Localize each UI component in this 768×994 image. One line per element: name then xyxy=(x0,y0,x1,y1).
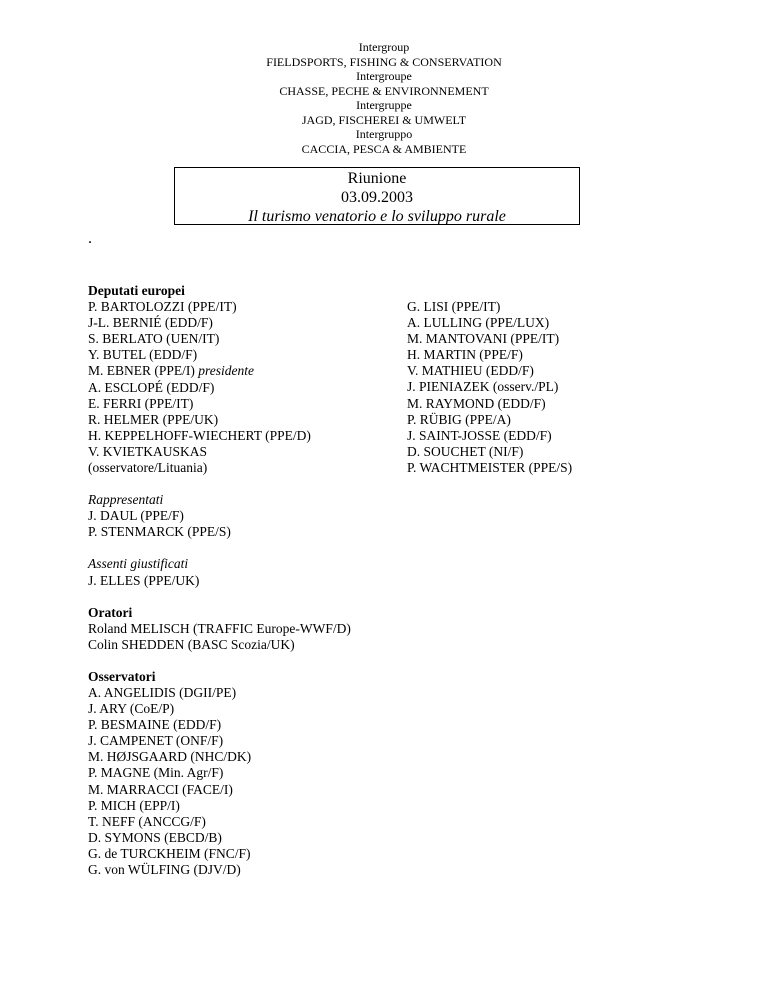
meeting-title: Riunione xyxy=(347,170,407,187)
header-line: Intergruppe xyxy=(356,98,412,112)
list-item: J. DAUL (PPE/F) xyxy=(88,508,184,524)
list-item: M. RAYMOND (EDD/F) xyxy=(407,395,546,411)
list-item: J. CAMPENET (ONF/F) xyxy=(88,733,224,749)
list-item: Colin SHEDDEN (BASC Scozia/UK) xyxy=(88,636,295,652)
meeting-subtitle: Il turismo venatorio e lo sviluppo rurale xyxy=(248,208,506,225)
list-item: M. HØJSGAARD (NHC/DK) xyxy=(88,749,252,765)
list-item: D. SYMONS (EBCD/B) xyxy=(88,829,222,845)
list-item: Roland MELISCH (TRAFFIC Europe-WWF/D) xyxy=(88,620,351,636)
list-item: H. KEPPELHOFF-WIECHERT (PPE/D) xyxy=(88,427,311,443)
list-item: P. RÜBIG (PPE/A) xyxy=(407,411,511,427)
president-name: M. EBNER (PPE/I) xyxy=(88,363,195,379)
list-item-president xyxy=(88,363,408,379)
list-item: P. STENMARCK (PPE/S) xyxy=(88,524,231,540)
list-item: J. ELLES (PPE/UK) xyxy=(88,572,200,588)
list-item: Y. BUTEL (EDD/F) xyxy=(88,347,198,363)
list-item: P. BARTOLOZZI (PPE/IT) xyxy=(88,299,237,315)
list-item: (osservatore/Lituania) xyxy=(88,460,208,476)
list-item: P. MICH (EPP/I) xyxy=(88,797,180,813)
header-line: CACCIA, PESCA & AMBIENTE xyxy=(301,141,467,156)
left-column xyxy=(88,283,408,878)
list-item: S. BERLATO (UEN/IT) xyxy=(88,331,220,347)
deputati-heading: Deputati europei xyxy=(88,283,185,298)
list-item: A. LULLING (PPE/LUX) xyxy=(407,315,550,331)
oratori-heading: Oratori xyxy=(88,604,133,620)
list-item: R. HELMER (PPE/UK) xyxy=(88,411,219,427)
list-item: V. KVIETKAUSKAS xyxy=(88,443,208,459)
list-item: D. SOUCHET (NI/F) xyxy=(407,443,524,459)
header-line: Intergroup xyxy=(358,40,410,54)
assenti-heading: Assenti giustificati xyxy=(88,556,189,572)
header-line: Intergruppo xyxy=(355,127,413,141)
list-item: E. FERRI (PPE/IT) xyxy=(88,395,194,411)
header-line: CHASSE, PECHE & ENVIRONNEMENT xyxy=(279,83,489,98)
header-line: Intergroupe xyxy=(356,69,412,83)
list-item: J. PIENIAZEK (osserv./PL) xyxy=(407,379,559,395)
list-item: P. WACHTMEISTER (PPE/S) xyxy=(407,459,573,475)
intergroup-header xyxy=(0,40,768,156)
list-item: G. LISI (PPE/IT) xyxy=(407,299,501,314)
list-item: T. NEFF (ANCCG/F) xyxy=(88,813,206,829)
bullet-mark: . xyxy=(88,230,92,247)
list-item: G. de TURCKHEIM (FNC/F) xyxy=(88,845,251,861)
president-label: presidente xyxy=(198,363,254,379)
list-item: A. ANGELIDIS (DGII/PE) xyxy=(88,684,237,700)
list-item: P. BESMAINE (EDD/F) xyxy=(88,717,222,733)
list-item: P. MAGNE (Min. Agr/F) xyxy=(88,765,224,781)
list-item: M. MARRACCI (FACE/I) xyxy=(88,781,233,797)
header-line: JAGD, FISCHEREI & UMWELT xyxy=(301,112,467,127)
list-item: A. ESCLOPÉ (EDD/F) xyxy=(88,379,215,395)
list-item: G. von WÜLFING (DJV/D) xyxy=(88,862,241,877)
list-item: J. SAINT-JOSSE (EDD/F) xyxy=(407,427,552,443)
right-column xyxy=(407,299,707,476)
header-line: FIELDSPORTS, FISHING & CONSERVATION xyxy=(266,54,502,69)
list-item: J-L. BERNIÉ (EDD/F) xyxy=(88,315,213,331)
list-item: J. ARY (CoE/P) xyxy=(88,701,175,717)
meeting-date: 03.09.2003 xyxy=(341,189,413,206)
list-item: H. MARTIN (PPE/F) xyxy=(407,347,523,363)
meeting-title-box xyxy=(174,167,580,225)
list-item: V. MATHIEU (EDD/F) xyxy=(407,363,534,379)
osservatori-heading: Osservatori xyxy=(88,668,156,684)
list-item: M. MANTOVANI (PPE/IT) xyxy=(407,331,560,347)
rappresentati-heading: Rappresentati xyxy=(88,492,164,508)
